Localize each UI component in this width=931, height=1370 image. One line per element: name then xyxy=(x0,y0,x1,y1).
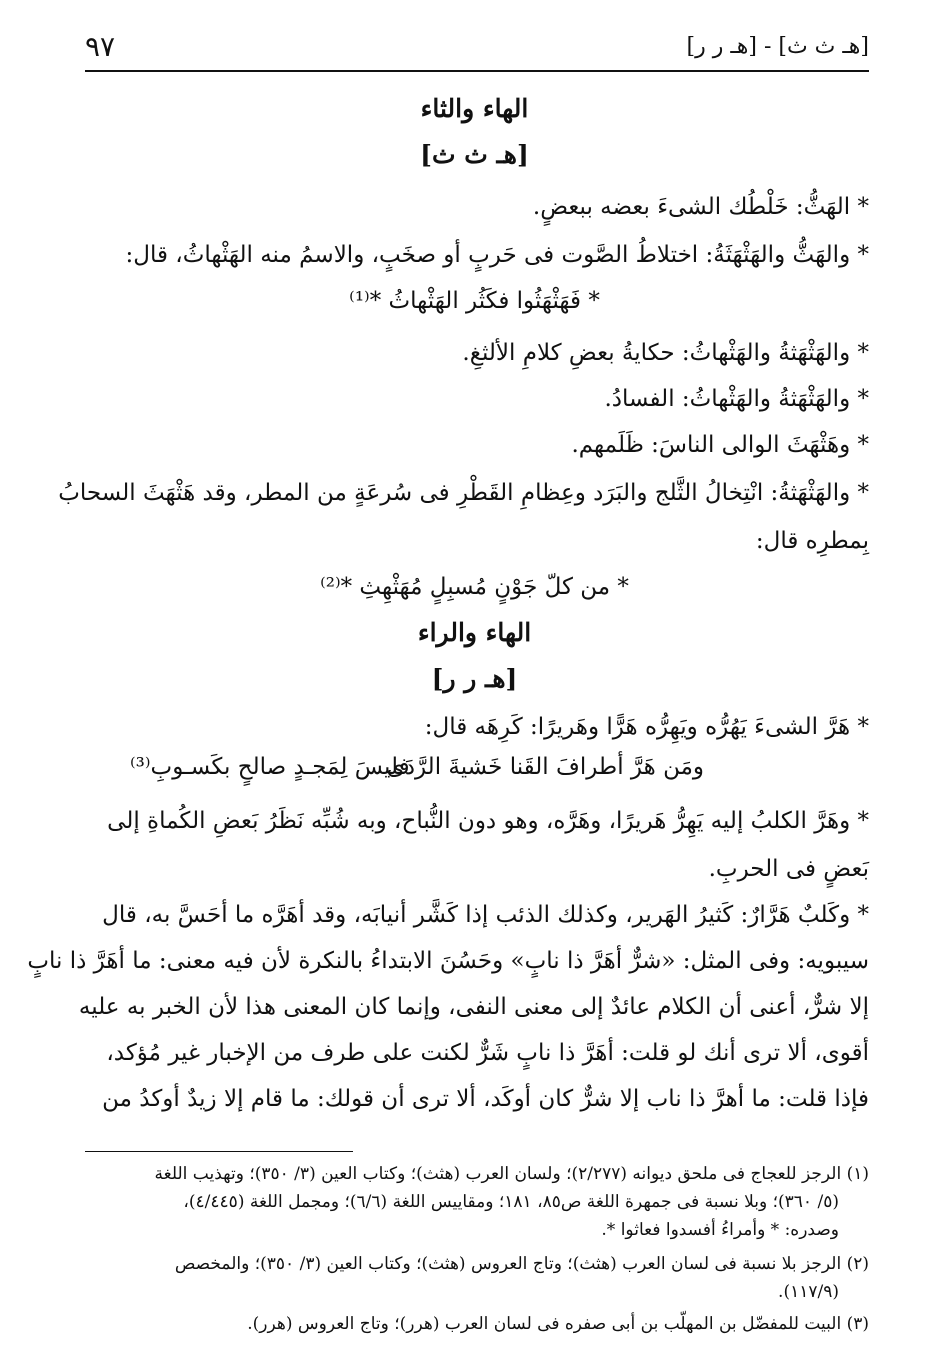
body-line: * وهَرَّ الكلبُ إليه يَهِرُّ هَريرًا، وهَرَّه، وهو دون النُّباح، وبه شُبِّه نَظَرُ بَعضِ الكُماةِ إلى xyxy=(107,808,869,834)
running-head xyxy=(85,26,869,66)
running-head-section: [هـ ث ث] - [هـ ر ر] xyxy=(686,34,869,59)
body-line: إلا شرٌّ، أعنى أن الكلام عائدٌ إلى معنى النفى، وإنما كان المعنى هذا لأن الخبر به عليه xyxy=(78,994,869,1020)
body-line: * وكَلبٌ هَرَّارٌ: كَثيرُ الهَرير، وكذلك الذئب إذا كَشَّر أنيابَه، وقد أهَرَّه ما أحَسَّ به، قال xyxy=(102,902,869,928)
body-line: فإذا قلت: ما أهرَّ ذا ناب إلا شرٌّ كان أوكَد، ألا ترى أن قولك: ما قام إلا زيدٌ أوكدُ من xyxy=(102,1086,869,1112)
page-number: ٩٧ xyxy=(85,30,116,63)
footnote-line: (٢) الرجز بلا نسبة فى لسان العرب (هثث)؛ وتاج العروس (هثث)؛ وكتاب العين (٣/ ٣٥٠)؛ والمخصص xyxy=(174,1254,869,1274)
footnote-line: (٥/ ٣٦٠)؛ وبلا نسبة فى جمهرة اللغة ص٨٥، ١٨١؛ ومقاييس اللغة (٦/٦)؛ ومجمل اللغة (٤/٤٤٥)، xyxy=(183,1192,839,1212)
poem-hemistich-left: فليسَ لِمَجـدٍ صالحٍ بكَسـوبِ⁽³⁾ xyxy=(130,754,410,780)
body-line: سيبويه: وفى المثل: «شرٌّ أهَرَّ ذا نابٍ» وحَسُنَ الابتداءُ بالنكرة لأن فيه معنى: ما أهَرَّ ذا نابٍ xyxy=(27,948,869,974)
body-line: * والهَثْهَثةُ والهَثْهاثُ: حكايةُ بعضِ كلامِ الألثغِ. xyxy=(462,340,869,366)
footnote-line: (١١٧/٩). xyxy=(778,1282,839,1302)
body-line: * والهَثْهَثةُ والهَثْهاثُ: الفسادُ. xyxy=(604,386,869,412)
footnote-line: وصدره: * وأمراءُ أفسدوا فعاثوا *. xyxy=(601,1220,839,1240)
header-rule xyxy=(85,70,869,72)
footnote-rule xyxy=(85,1151,353,1152)
section-heading: الهاء والراء xyxy=(417,618,532,647)
footnote-line: (١) الرجز للعجاج فى ملحق ديوانه (٢/٢٧٧)؛ ولسان العرب (هثث)؛ وكتاب العين (٣/ ٣٥٠)؛ وتهذيب اللغة xyxy=(154,1164,869,1184)
root-heading: [هـ ر ر] xyxy=(431,664,518,693)
poem-hemistich-right: ومَن هَرَّ أطرافَ القَنا خَشيةَ الرَّدَى xyxy=(386,754,704,780)
body-line: بَعضٍ فى الحربِ. xyxy=(708,856,869,882)
root-heading: [هـ ث ث] xyxy=(420,140,529,169)
footnote-line: (٣) البيت للمفضّل بن المهلّب بن أبى صفره فى لسان العرب (هرر)؛ وتاج العروس (هرر). xyxy=(247,1314,869,1334)
body-line: * والهَثْهَثةُ: انْتِخالُ الثَّلج والبَرَد وعِظامِ القَطْرِ فى سُرعَةٍ من المطر، وقد هَثْهَثَ السحابُ xyxy=(58,480,869,506)
verse-line: * من كلّ جَوْنٍ مُسبِلٍ مُهَثْهِثِ *⁽²⁾ xyxy=(320,574,629,600)
body-line: * هَرَّ الشىءَ يَهُرُّه ويَهِرُّه هَرًّا وهَريرًا: كَرِهَه قال: xyxy=(424,714,869,740)
body-line: * وهَثْهَثَ الوالى الناسَ: ظَلَمهم. xyxy=(571,432,869,458)
body-line: أقوى، ألا ترى أنك لو قلت: أهَرَّ ذا نابٍ شَرٌّ لكنت على طرف من الإخبار غير مُؤكد، xyxy=(106,1040,869,1066)
poem-verse xyxy=(80,754,869,790)
verse-line: * فَهَثْهَثُوا فكَثُر الهَثْهاثُ *⁽¹⁾ xyxy=(349,288,600,314)
body-line: * الهَثُّ: خَلْطُك الشىءَ بعضه ببعضٍ. xyxy=(532,194,869,220)
body-line: بِمطرِه قال: xyxy=(755,528,869,554)
body-line: * والهَثُّ والهَثْهَثَةُ: اختلاطُ الصَّوت فى حَربٍ أو صخَبٍ، والاسمُ منه الهَثْهاثُ، قال: xyxy=(125,242,869,268)
section-heading: الهاء والثاء xyxy=(420,94,529,123)
